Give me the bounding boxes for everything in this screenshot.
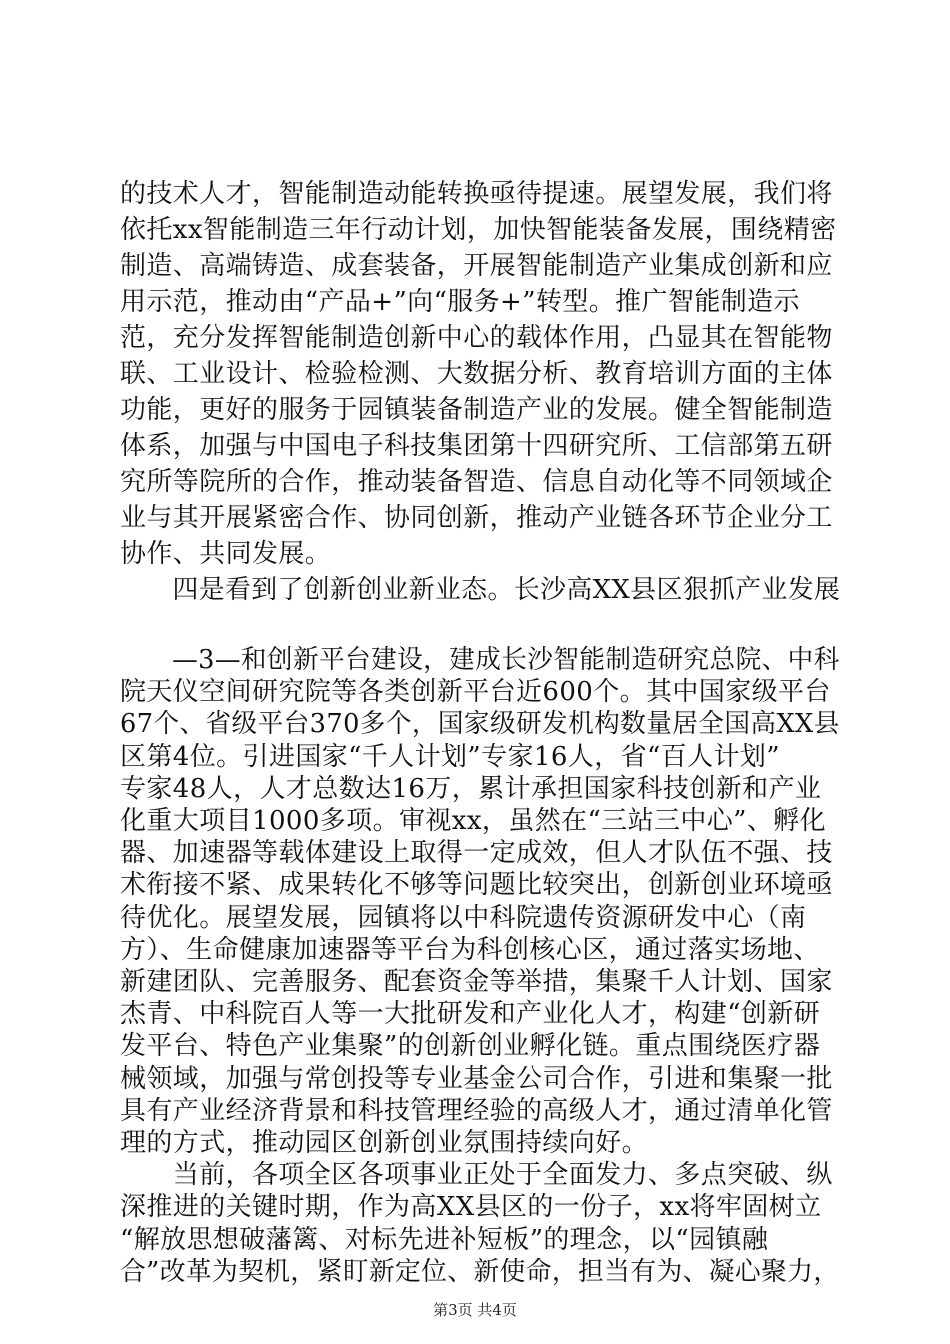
text-line: 范，充分发挥智能制造创新中心的载体作用，凸显其在智能物 [120,323,833,353]
text-line: 方）、生命健康加速器等平台为科创核心区，通过落实场地、 [120,934,820,965]
text-line: 杰青、中科院百人等一大批研发和产业化人才，构建“创新研 [120,999,821,1030]
text-line: 新建团队、完善服务、配套资金等举措，集聚千人计划、国家 [120,967,833,997]
text-line: 功能，更好的服务于园镇装备制造产业的发展。健全智能制造 [120,395,833,425]
text-line: 制造、高端铸造、成套装备，开展智能制造产业集成创新和应 [120,251,833,281]
text-line: 专家48人，人才总数达16万，累计承担国家科技创新和产业 [120,773,822,804]
text-line: 当前，各项全区各项事业正处于全面发力、多点突破、纵 [120,1160,833,1191]
text-line: 体系，加强与中国电子科技集团第十四研究所、工信部第五研 [120,431,833,461]
text-line: 业与其开展紧密合作、协同创新，推动产业链各环节企业分工 [120,503,833,533]
text-line: 术衔接不紧、成果转化不够等问题比较突出，创新创业环境亟 [120,870,833,901]
text-line: 究所等院所的合作，推动装备智造、信息自动化等不同领域企 [120,467,833,497]
page-number-footer: 第3页 共4页 [433,1301,517,1319]
text-line: 依托xx智能制造三年行动计划，加快智能装备发展，围绕精密 [120,215,837,245]
text-line: 联、工业设计、检验检测、大数据分析、教育培训方面的主体 [120,359,833,389]
text-line: 四是看到了创新创业新业态。长沙高XX县区狠抓产业发展 [120,575,841,605]
text-line: 的技术人才，智能制造动能转换亟待提速。展望发展，我们将 [120,179,833,209]
text-line: 67个、省级平台370多个，国家级研发机构数量居全国高XX县 [120,709,840,740]
text-line: 械领域，加强与常创投等专业基金公司合作，引进和集聚一批 [120,1063,833,1094]
text-line: 化重大项目1000多项。审视xx，虽然在“三站三中心”、孵化 [120,806,827,836]
text-line: —3—和创新平台建设，建成长沙智能制造研究总院、中科 [120,645,840,675]
text-line: 协作、共同发展。 [120,539,332,569]
text-line: 深推进的关键时期，作为高XX县区的一份子，xx将牢固树立 [120,1192,822,1223]
text-line: 合”改革为契机，紧盯新定位、新使命，担当有为、凝心聚力， [120,1256,840,1287]
text-line: 用示范，推动由“产品+”向“服务+”转型。推广智能制造示 [120,287,800,317]
text-line: 区第4位。引进国家“千人计划”专家16人，省“百人计划” [120,741,780,772]
text-line: 具有产业经济背景和科技管理经验的高级人才，通过清单化管 [120,1095,833,1126]
text-line: 器、加速器等载体建设上取得一定成效，但人才队伍不强、技 [120,838,833,869]
text-line: 院天仪空间研究院等各类创新平台近600个。其中国家级平台 [120,677,831,708]
text-line: 发平台、特色产业集聚”的创新创业孵化链。重点围绕医疗器 [120,1031,821,1062]
text-line: 理的方式，推动园区创新创业氛围持续向好。 [120,1128,649,1158]
text-line: 待优化。展望发展，园镇将以中科院遗传资源研发中心（南 [120,902,807,933]
text-line: “解放思想破藩篱、对标先进补短板”的理念，以“园镇融 [120,1224,769,1255]
